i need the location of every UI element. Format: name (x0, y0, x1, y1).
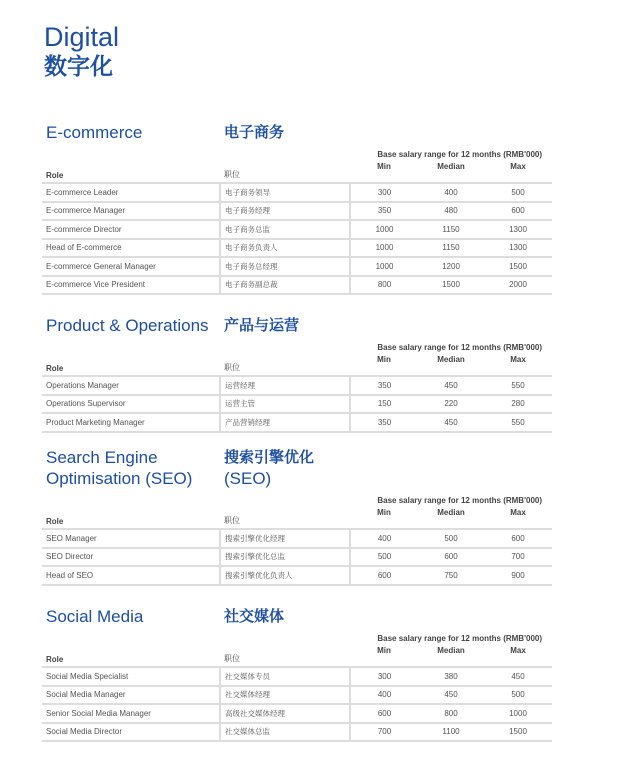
median-cell: 1150 (418, 220, 484, 239)
salary-range-note: Base salary range for 12 months (RMB'000) (377, 150, 542, 159)
role-zh-cell: 运营经理 (220, 376, 350, 395)
role-cell: Operations Supervisor (42, 395, 220, 414)
min-cell: 350 (350, 376, 418, 395)
section-title-zh: 产品与运营 (224, 316, 300, 334)
salary-table (42, 162, 552, 295)
table-header-row (42, 508, 552, 529)
role-cell: E-commerce Vice President (42, 276, 220, 295)
role-cell: E-commerce Leader (42, 183, 220, 202)
max-cell: 450 (484, 667, 552, 686)
role-cell: Senior Social Media Manager (42, 704, 220, 723)
max-cell: 600 (484, 529, 552, 548)
table-row (42, 529, 552, 548)
median-cell: 400 (418, 183, 484, 202)
page-title-zh: 数字化 (44, 54, 113, 80)
header-role-zh: 职位 (220, 508, 350, 529)
section (42, 315, 552, 433)
max-cell: 2000 (484, 276, 552, 295)
max-cell: 1300 (484, 220, 552, 239)
min-cell: 500 (350, 548, 418, 567)
min-cell: 350 (350, 202, 418, 221)
role-cell: Social Media Director (42, 723, 220, 742)
max-cell: 500 (484, 686, 552, 705)
header-min: Min (350, 508, 418, 529)
max-cell: 1000 (484, 704, 552, 723)
header-role-zh: 职位 (220, 646, 350, 667)
max-cell: 500 (484, 183, 552, 202)
header-median: Median (418, 646, 484, 667)
role-zh-cell: 运营主管 (220, 395, 350, 414)
header-median: Median (418, 355, 484, 376)
header-max: Max (484, 162, 552, 183)
salary-table (42, 508, 552, 586)
salary-table (42, 646, 552, 742)
median-cell: 1100 (418, 723, 484, 742)
role-zh-cell: 产品营销经理 (220, 413, 350, 432)
section-title-en: Social Media (46, 607, 144, 626)
table-row (42, 395, 552, 414)
section-heading (42, 447, 552, 488)
role-cell: Operations Manager (42, 376, 220, 395)
role-cell: E-commerce Director (42, 220, 220, 239)
header-median: Median (418, 162, 484, 183)
salary-table (42, 355, 552, 433)
min-cell: 800 (350, 276, 418, 295)
role-cell: Social Media Manager (42, 686, 220, 705)
page-title-en: Digital (44, 22, 120, 52)
section (42, 122, 552, 295)
max-cell: 900 (484, 566, 552, 585)
min-cell: 700 (350, 723, 418, 742)
min-cell: 300 (350, 667, 418, 686)
role-zh-cell: 电子商务总监 (220, 220, 350, 239)
table-header-row (42, 162, 552, 183)
role-cell: Head of SEO (42, 566, 220, 585)
role-zh-cell: 电子商务负责人 (220, 239, 350, 258)
page-title (44, 22, 119, 82)
table-row (42, 376, 552, 395)
role-cell: Social Media Specialist (42, 667, 220, 686)
median-cell: 1150 (418, 239, 484, 258)
section-title-zh (224, 447, 314, 490)
role-zh-cell: 电子商务副总裁 (220, 276, 350, 295)
header-min: Min (350, 646, 418, 667)
max-cell: 1500 (484, 723, 552, 742)
table-row (42, 183, 552, 202)
max-cell: 600 (484, 202, 552, 221)
median-cell: 750 (418, 566, 484, 585)
salary-range-note: Base salary range for 12 months (RMB'000) (377, 343, 542, 352)
table-row (42, 202, 552, 221)
section-heading (42, 606, 552, 626)
header-role: Role (42, 162, 220, 183)
table-row (42, 548, 552, 567)
role-cell: E-commerce General Manager (42, 257, 220, 276)
table-header-row (42, 646, 552, 667)
median-cell: 480 (418, 202, 484, 221)
min-cell: 600 (350, 704, 418, 723)
median-cell: 450 (418, 686, 484, 705)
title-line: (SEO) (224, 469, 272, 488)
median-cell: 450 (418, 413, 484, 432)
median-cell: 500 (418, 529, 484, 548)
section-heading (42, 122, 552, 142)
salary-range-note: Base salary range for 12 months (RMB'000) (377, 496, 542, 505)
role-zh-cell: 搜索引擎优化总监 (220, 548, 350, 567)
header-role: Role (42, 646, 220, 667)
max-cell: 1300 (484, 239, 552, 258)
table-row (42, 704, 552, 723)
min-cell: 350 (350, 413, 418, 432)
header-role: Role (42, 355, 220, 376)
role-cell: Product Marketing Manager (42, 413, 220, 432)
min-cell: 1000 (350, 220, 418, 239)
role-zh-cell: 搜索引擎优化经理 (220, 529, 350, 548)
median-cell: 800 (418, 704, 484, 723)
role-zh-cell: 搜索引擎优化负责人 (220, 566, 350, 585)
median-cell: 1500 (418, 276, 484, 295)
header-role-zh: 职位 (220, 355, 350, 376)
min-cell: 150 (350, 395, 418, 414)
table-row (42, 686, 552, 705)
median-cell: 1200 (418, 257, 484, 276)
min-cell: 1000 (350, 257, 418, 276)
role-zh-cell: 电子商务总经理 (220, 257, 350, 276)
section-title-zh: 社交媒体 (224, 607, 285, 625)
role-zh-cell: 社交媒体经理 (220, 686, 350, 705)
role-cell: SEO Director (42, 548, 220, 567)
header-median: Median (418, 508, 484, 529)
salary-range-note: Base salary range for 12 months (RMB'000) (377, 634, 542, 643)
median-cell: 380 (418, 667, 484, 686)
median-cell: 600 (418, 548, 484, 567)
table-row (42, 239, 552, 258)
section (42, 447, 552, 586)
header-min: Min (350, 162, 418, 183)
section-title-en: Product & Operations (46, 316, 209, 335)
section-heading (42, 315, 552, 335)
median-cell: 220 (418, 395, 484, 414)
section-title-zh: 电子商务 (224, 123, 285, 141)
role-zh-cell: 高级社交媒体经理 (220, 704, 350, 723)
table-row (42, 566, 552, 585)
section-title-en (46, 447, 192, 489)
min-cell: 600 (350, 566, 418, 585)
title-line: Optimisation (SEO) (46, 469, 193, 488)
header-max: Max (484, 355, 552, 376)
header-max: Max (484, 646, 552, 667)
section (42, 606, 552, 742)
table-row (42, 723, 552, 742)
role-zh-cell: 社交媒体总监 (220, 723, 350, 742)
table-row (42, 257, 552, 276)
role-zh-cell: 社交媒体专员 (220, 667, 350, 686)
table-row (42, 220, 552, 239)
role-cell: SEO Manager (42, 529, 220, 548)
header-role-zh: 职位 (220, 162, 350, 183)
title-line: 搜索引擎优化 (224, 448, 315, 466)
median-cell: 450 (418, 376, 484, 395)
table-row (42, 667, 552, 686)
table-row (42, 413, 552, 432)
role-zh-cell: 电子商务经理 (220, 202, 350, 221)
header-min: Min (350, 355, 418, 376)
max-cell: 700 (484, 548, 552, 567)
max-cell: 280 (484, 395, 552, 414)
header-max: Max (484, 508, 552, 529)
role-cell: E-commerce Manager (42, 202, 220, 221)
role-cell: Head of E-commerce (42, 239, 220, 258)
min-cell: 400 (350, 529, 418, 548)
role-zh-cell: 电子商务领导 (220, 183, 350, 202)
max-cell: 1500 (484, 257, 552, 276)
min-cell: 400 (350, 686, 418, 705)
min-cell: 1000 (350, 239, 418, 258)
section-title-en: E-commerce (46, 123, 143, 142)
table-row (42, 276, 552, 295)
max-cell: 550 (484, 376, 552, 395)
min-cell: 300 (350, 183, 418, 202)
table-header-row (42, 355, 552, 376)
max-cell: 550 (484, 413, 552, 432)
header-role: Role (42, 508, 220, 529)
title-line: Search Engine (46, 448, 158, 467)
